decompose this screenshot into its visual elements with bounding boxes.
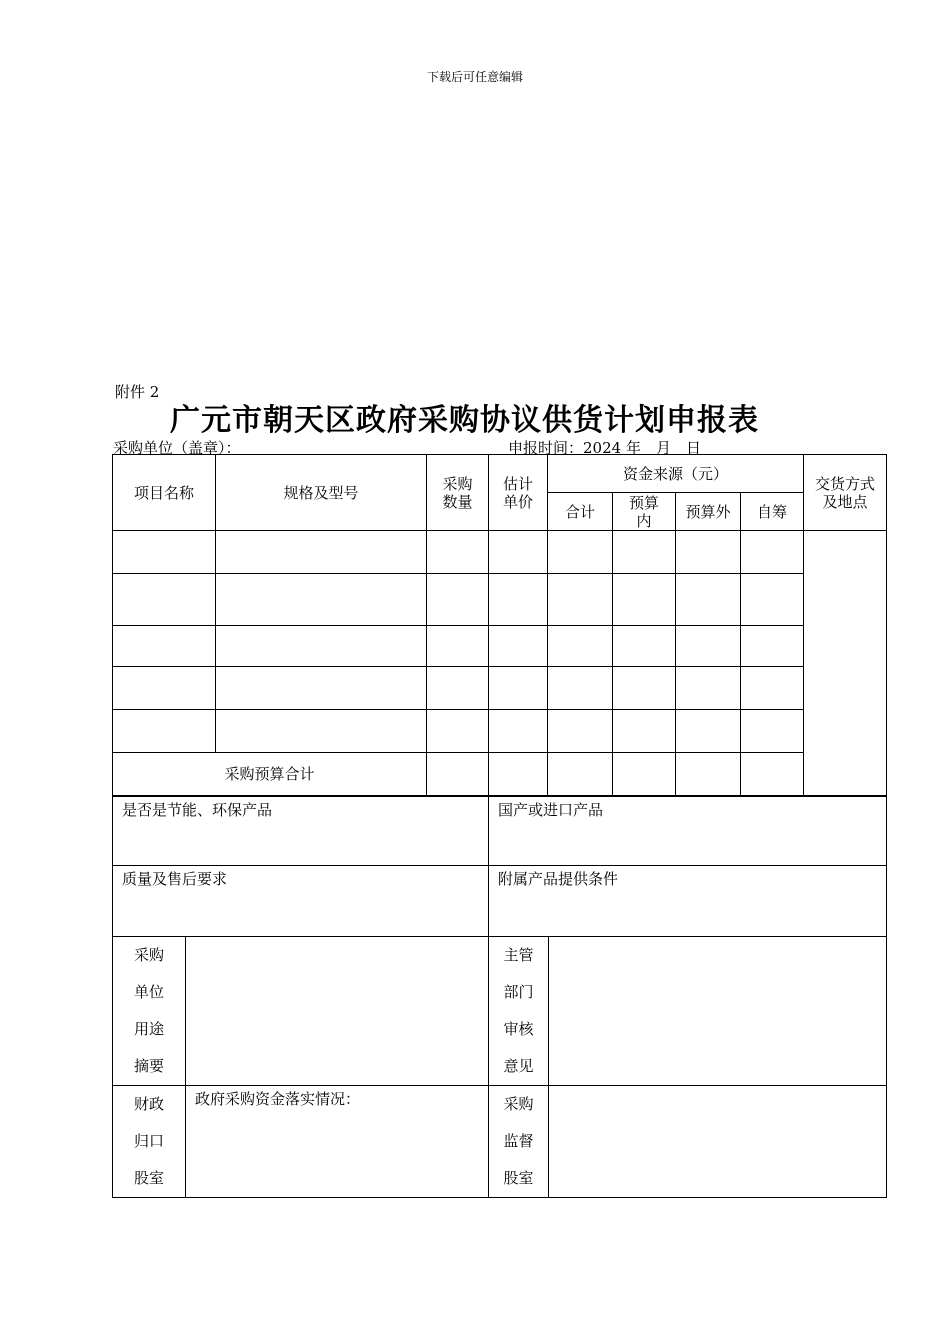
purchaser-purpose-field[interactable] <box>186 937 489 1086</box>
table-row <box>113 531 887 574</box>
label-line: 采购 <box>133 946 164 964</box>
header-item-name: 项目名称 <box>113 455 216 531</box>
label-line: 部门 <box>503 983 534 1001</box>
label-line: 主管 <box>503 946 534 964</box>
table-row <box>113 710 887 753</box>
budget-total-label: 采购预算合计 <box>113 753 427 796</box>
label-line: 单位 <box>133 983 164 1001</box>
header-fund-source: 资金来源（元） <box>548 455 804 493</box>
header-out-budget: 预算外 <box>676 493 741 531</box>
purchaser-purpose-label <box>113 937 186 1086</box>
delivery-cell[interactable] <box>804 531 887 796</box>
label-line: 股室 <box>503 1169 534 1187</box>
label-line: 用途 <box>133 1020 164 1038</box>
label-line: 监督 <box>503 1132 534 1150</box>
supervision-office-field[interactable] <box>549 1086 887 1198</box>
label-line: 财政 <box>133 1095 164 1113</box>
header-in-budget <box>613 493 676 531</box>
label-line: 意见 <box>503 1057 534 1075</box>
header-self-raised: 自筹 <box>741 493 804 531</box>
header-total: 合计 <box>548 493 613 531</box>
accessory-conditions-field: 附属产品提供条件 <box>489 866 887 937</box>
label-line: 归口 <box>133 1132 164 1150</box>
supervision-office-label <box>489 1086 549 1198</box>
label-line: 审核 <box>503 1020 534 1038</box>
dept-review-field[interactable] <box>549 937 887 1086</box>
header-qty <box>427 455 489 531</box>
header-spec-model: 规格及型号 <box>216 455 427 531</box>
header-unit-price <box>489 455 548 531</box>
quality-service-field: 质量及售后要求 <box>113 866 489 937</box>
dept-review-label <box>489 937 549 1086</box>
purchase-plan-table <box>112 454 887 796</box>
label-line: 摘要 <box>133 1057 164 1075</box>
header-delivery <box>804 455 887 531</box>
domestic-import-field: 国产或进口产品 <box>489 797 887 866</box>
header-delivery-text: 交货方式及地点 <box>815 474 876 511</box>
header-unit-price-text: 估计单价 <box>502 474 533 511</box>
budget-total-row <box>113 753 887 796</box>
approval-table <box>112 796 887 1198</box>
page-title: 广元市朝天区政府采购协议供货计划申报表 <box>170 403 759 438</box>
fund-status-field[interactable]: 政府采购资金落实情况： <box>186 1086 489 1198</box>
table-row <box>113 574 887 626</box>
label-line: 采购 <box>503 1095 534 1113</box>
table-row <box>113 667 887 710</box>
energy-saving-field: 是否是节能、环保产品 <box>113 797 489 866</box>
table-row <box>113 626 887 667</box>
label-line: 股室 <box>133 1169 164 1187</box>
finance-office-label <box>113 1086 186 1198</box>
purchaser-unit-label: 采购单位（盖章）： <box>113 439 241 457</box>
report-date-label: 申报时间：2024 年 月 日 <box>508 439 701 457</box>
header-qty-text: 采购数量 <box>442 474 473 511</box>
header-in-budget-text: 预算内 <box>628 493 659 530</box>
watermark-text: 下载后可任意编辑 <box>426 70 523 84</box>
annex-label: 附件 2 <box>115 383 160 401</box>
